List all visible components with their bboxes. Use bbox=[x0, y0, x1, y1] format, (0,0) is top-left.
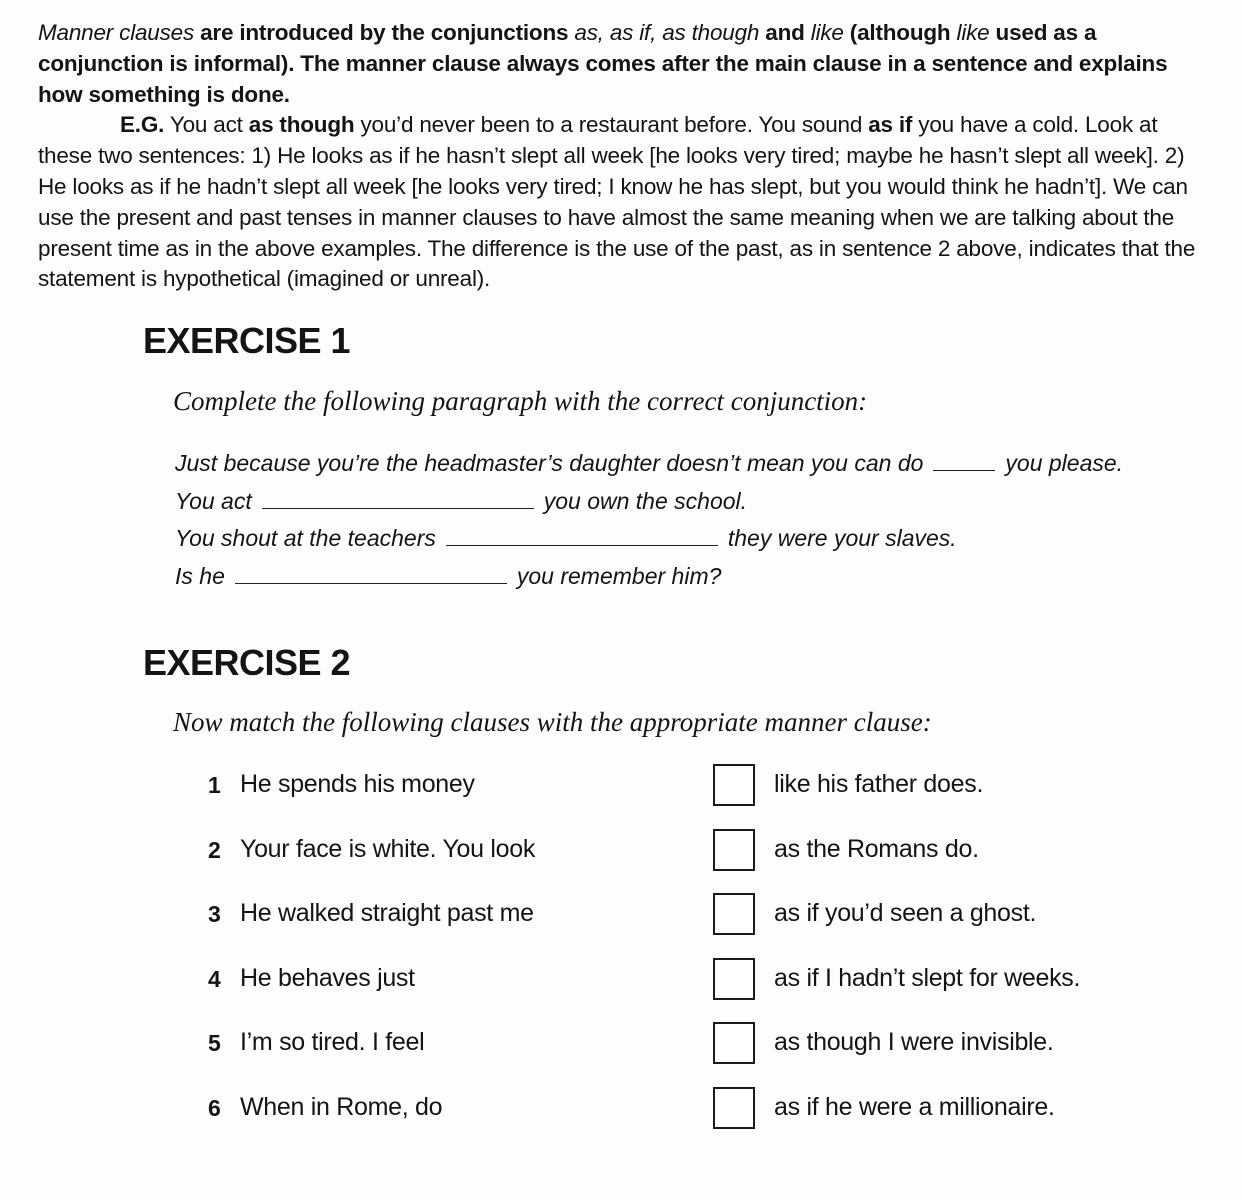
match-row bbox=[208, 829, 1158, 873]
main-clause: I’m so tired. I feel bbox=[240, 1028, 425, 1056]
answer-box[interactable] bbox=[713, 958, 755, 1000]
main-clause: He behaves just bbox=[240, 963, 415, 992]
main-clause: When in Rome, do bbox=[240, 1092, 443, 1121]
intro-paragraph-2 bbox=[38, 110, 1213, 295]
text-run: E.G. bbox=[120, 112, 165, 138]
exercise-1-instruction: Complete the following paragraph with the correct conjunction: bbox=[173, 386, 868, 416]
text-run: like bbox=[956, 20, 990, 45]
intro-text bbox=[38, 18, 1213, 295]
text-run: you’d never been to a restaurant before. You sound bbox=[354, 112, 869, 138]
text-run: you have a cold. Look at these two sentences: 1) He looks as if he hasn’t slept all week [he looks very tired; maybe he hasn’t slept all week]. 2) He looks as if he hadn’t slept all week [he looks very tired; I know he has slept, but you would think he hadn’t]. We can use the present and past tenses in manner clauses to have almost the same meaning when we are talking about the present time as in the above examples. The difference is the use of the past, as in sentence 2 above, indicates that the statement is hypothetical (imagined or unreal). bbox=[38, 112, 1196, 292]
exercise-2-title: EXERCISE 2 bbox=[143, 642, 351, 683]
item-number: 4 bbox=[208, 965, 221, 992]
match-row bbox=[208, 1087, 1158, 1131]
text-run: You act bbox=[164, 112, 249, 138]
exercise-2-instruction: Now match the following clauses with the appropriate manner clause: bbox=[173, 707, 932, 737]
item-number: 2 bbox=[208, 836, 221, 863]
manner-clause: as though I were invisible. bbox=[774, 1028, 1054, 1056]
manner-clause: as if he were a millionaire. bbox=[774, 1092, 1055, 1121]
fill-in-sentence bbox=[175, 558, 1123, 596]
answer-box[interactable] bbox=[713, 1022, 755, 1064]
answer-box[interactable] bbox=[713, 893, 755, 935]
fill-in-sentence bbox=[175, 483, 1123, 521]
text-run: like bbox=[810, 20, 844, 45]
text-run: Manner clauses bbox=[38, 20, 195, 45]
answer-box[interactable] bbox=[713, 764, 755, 806]
answer-blank[interactable] bbox=[262, 486, 534, 509]
answer-blank[interactable] bbox=[235, 561, 507, 584]
answer-box[interactable] bbox=[713, 1087, 755, 1129]
sentence-start: You act bbox=[175, 487, 252, 514]
manner-clause: like his father does. bbox=[774, 770, 984, 798]
answer-box[interactable] bbox=[713, 829, 755, 871]
text-run: and bbox=[759, 20, 811, 45]
main-clause: He walked straight past me bbox=[240, 899, 534, 927]
text-run: used as a conjunction is informal). The manner clause always comes after the main clause in a sentence and explains how something is done. bbox=[38, 20, 1168, 107]
exercise-1-sentences bbox=[175, 445, 1123, 595]
main-clause: He spends his money bbox=[240, 770, 475, 798]
sentence-end: you please. bbox=[1005, 450, 1124, 476]
sentence-end: you remember him? bbox=[516, 562, 722, 589]
sentence-start: You shout at the teachers bbox=[175, 525, 436, 551]
sentence-start: Just because you’re the headmaster’s daughter doesn’t mean you can do bbox=[175, 450, 924, 476]
item-number: 1 bbox=[208, 772, 221, 798]
item-number: 6 bbox=[208, 1094, 221, 1121]
match-row bbox=[208, 893, 1158, 937]
item-number: 5 bbox=[208, 1030, 221, 1056]
item-number: 3 bbox=[208, 901, 221, 927]
sentence-end: they were your slaves. bbox=[727, 525, 957, 551]
text-run: are introduced by the conjunctions bbox=[194, 20, 575, 45]
text-run: as if bbox=[868, 112, 913, 138]
sentence-start: Is he bbox=[175, 562, 225, 589]
intro-paragraph-1 bbox=[38, 18, 1213, 110]
match-row bbox=[208, 958, 1158, 1002]
manner-clause: as if you’d seen a ghost. bbox=[774, 899, 1037, 927]
answer-blank[interactable] bbox=[446, 523, 718, 546]
match-row bbox=[208, 1022, 1158, 1066]
fill-in-sentence bbox=[175, 520, 1123, 558]
match-row bbox=[208, 764, 1158, 808]
manner-clause: as the Romans do. bbox=[774, 834, 979, 863]
text-run: as though bbox=[248, 112, 355, 138]
sentence-end: you own the school. bbox=[543, 487, 748, 514]
text-run: as, as if, as though bbox=[574, 20, 760, 45]
text-run: (although bbox=[843, 20, 957, 45]
answer-blank[interactable] bbox=[933, 448, 995, 471]
main-clause: Your face is white. You look bbox=[240, 834, 536, 863]
fill-in-sentence bbox=[175, 445, 1123, 483]
exercise-1-title: EXERCISE 1 bbox=[143, 320, 351, 361]
manner-clause: as if I hadn’t slept for weeks. bbox=[774, 963, 1081, 992]
